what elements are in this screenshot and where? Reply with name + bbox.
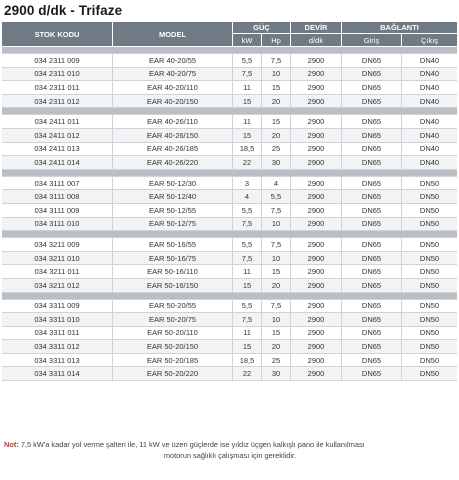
footnote-line-1: 7,5 kW'a kadar yol verme şalteri ile, 11 kW ve üzeri güçlerde ise yıldız üçgen kalkışlı pano ile kullanılması xyxy=(18,440,365,449)
table-row xyxy=(2,129,457,143)
table-row xyxy=(2,218,457,232)
table-row xyxy=(2,81,457,95)
hp-cell: 30 xyxy=(262,367,291,381)
table-row xyxy=(2,340,457,354)
stock-code-cell: 034 3211 011 xyxy=(2,265,113,279)
hp-cell: 25 xyxy=(262,354,291,368)
stock-code-cell: 034 3211 010 xyxy=(2,252,113,266)
stock-code-cell: 034 3111 009 xyxy=(2,204,113,218)
footnote-label: Not: xyxy=(4,440,19,449)
model-cell: EAR 40-26/220 xyxy=(113,156,233,170)
header-connection: BAĞLANTI xyxy=(342,22,457,34)
stock-code-cell: 034 3111 010 xyxy=(2,218,113,232)
rpm-cell: 2900 xyxy=(291,313,342,327)
hp-cell: 7,5 xyxy=(262,54,291,68)
model-cell: EAR 40-20/150 xyxy=(113,95,233,109)
hp-cell: 7,5 xyxy=(262,300,291,314)
hp-cell: 20 xyxy=(262,340,291,354)
group-separator-cell xyxy=(2,170,457,177)
outlet-cell: DN50 xyxy=(402,340,457,354)
model-cell: EAR 40-26/150 xyxy=(113,129,233,143)
inlet-cell: DN65 xyxy=(342,252,402,266)
hp-cell: 7,5 xyxy=(262,238,291,252)
header-kw: kW xyxy=(233,34,262,47)
table-row xyxy=(2,265,457,279)
stock-code-cell: 034 3311 012 xyxy=(2,340,113,354)
group-separator xyxy=(2,108,457,115)
rpm-cell: 2900 xyxy=(291,68,342,82)
table-row xyxy=(2,95,457,109)
rpm-cell: 2900 xyxy=(291,367,342,381)
inlet-cell: DN65 xyxy=(342,204,402,218)
group-separator-cell xyxy=(2,293,457,300)
table-row xyxy=(2,238,457,252)
model-cell: EAR 50-20/75 xyxy=(113,313,233,327)
footnote xyxy=(4,440,456,461)
stock-code-cell: 034 2311 010 xyxy=(2,68,113,82)
hp-cell: 15 xyxy=(262,327,291,341)
table-row xyxy=(2,177,457,191)
table-row xyxy=(2,68,457,82)
kw-cell: 15 xyxy=(233,340,262,354)
stock-code-cell: 034 2411 011 xyxy=(2,115,113,129)
rpm-cell: 2900 xyxy=(291,81,342,95)
inlet-cell: DN65 xyxy=(342,68,402,82)
kw-cell: 18,5 xyxy=(233,354,262,368)
outlet-cell: DN50 xyxy=(402,354,457,368)
page-title: 2900 d/dk - Trifaze xyxy=(4,3,123,18)
inlet-cell: DN65 xyxy=(342,279,402,293)
spec-table-body xyxy=(2,47,457,381)
rpm-cell: 2900 xyxy=(291,279,342,293)
hp-cell: 10 xyxy=(262,252,291,266)
header-model: MODEL xyxy=(113,22,233,47)
rpm-cell: 2900 xyxy=(291,252,342,266)
inlet-cell: DN65 xyxy=(342,115,402,129)
rpm-cell: 2900 xyxy=(291,177,342,191)
table-row xyxy=(2,327,457,341)
table-row xyxy=(2,367,457,381)
kw-cell: 7,5 xyxy=(233,313,262,327)
inlet-cell: DN65 xyxy=(342,95,402,109)
outlet-cell: DN50 xyxy=(402,327,457,341)
inlet-cell: DN65 xyxy=(342,327,402,341)
table-row xyxy=(2,204,457,218)
stock-code-cell: 034 3311 009 xyxy=(2,300,113,314)
rpm-cell: 2900 xyxy=(291,327,342,341)
kw-cell: 5,5 xyxy=(233,204,262,218)
rpm-cell: 2900 xyxy=(291,190,342,204)
hp-cell: 20 xyxy=(262,279,291,293)
kw-cell: 7,5 xyxy=(233,218,262,232)
kw-cell: 5,5 xyxy=(233,300,262,314)
hp-cell: 20 xyxy=(262,95,291,109)
inlet-cell: DN65 xyxy=(342,129,402,143)
rpm-cell: 2900 xyxy=(291,238,342,252)
outlet-cell: DN50 xyxy=(402,300,457,314)
header-outlet: Çıkış xyxy=(402,34,457,47)
outlet-cell: DN40 xyxy=(402,156,457,170)
kw-cell: 5,5 xyxy=(233,54,262,68)
model-cell: EAR 50-12/40 xyxy=(113,190,233,204)
outlet-cell: DN50 xyxy=(402,190,457,204)
inlet-cell: DN65 xyxy=(342,354,402,368)
header-speed: DEVİR xyxy=(291,22,342,34)
rpm-cell: 2900 xyxy=(291,115,342,129)
rpm-cell: 2900 xyxy=(291,129,342,143)
model-cell: EAR 50-20/185 xyxy=(113,354,233,368)
stock-code-cell: 034 3311 013 xyxy=(2,354,113,368)
group-separator xyxy=(2,47,457,54)
kw-cell: 11 xyxy=(233,265,262,279)
stock-code-cell: 034 3311 010 xyxy=(2,313,113,327)
outlet-cell: DN50 xyxy=(402,279,457,293)
kw-cell: 5,5 xyxy=(233,238,262,252)
stock-code-cell: 034 3111 007 xyxy=(2,177,113,191)
table-row xyxy=(2,54,457,68)
outlet-cell: DN50 xyxy=(402,265,457,279)
kw-cell: 22 xyxy=(233,367,262,381)
spec-table xyxy=(2,22,457,381)
hp-cell: 15 xyxy=(262,81,291,95)
kw-cell: 15 xyxy=(233,95,262,109)
stock-code-cell: 034 3211 012 xyxy=(2,279,113,293)
model-cell: EAR 40-26/185 xyxy=(113,143,233,157)
outlet-cell: DN40 xyxy=(402,129,457,143)
table-row xyxy=(2,279,457,293)
inlet-cell: DN65 xyxy=(342,190,402,204)
table-row xyxy=(2,156,457,170)
kw-cell: 22 xyxy=(233,156,262,170)
hp-cell: 25 xyxy=(262,143,291,157)
hp-cell: 5,5 xyxy=(262,190,291,204)
hp-cell: 4 xyxy=(262,177,291,191)
model-cell: EAR 40-26/110 xyxy=(113,115,233,129)
kw-cell: 15 xyxy=(233,129,262,143)
stock-code-cell: 034 3211 009 xyxy=(2,238,113,252)
stock-code-cell: 034 3311 014 xyxy=(2,367,113,381)
inlet-cell: DN65 xyxy=(342,340,402,354)
inlet-cell: DN65 xyxy=(342,218,402,232)
stock-code-cell: 034 2311 012 xyxy=(2,95,113,109)
outlet-cell: DN50 xyxy=(402,313,457,327)
kw-cell: 11 xyxy=(233,327,262,341)
kw-cell: 11 xyxy=(233,115,262,129)
header-rpm-unit: d/dk xyxy=(291,34,342,47)
inlet-cell: DN65 xyxy=(342,143,402,157)
model-cell: EAR 50-12/75 xyxy=(113,218,233,232)
header-power: GÜÇ xyxy=(233,22,291,34)
outlet-cell: DN40 xyxy=(402,95,457,109)
rpm-cell: 2900 xyxy=(291,340,342,354)
stock-code-cell: 034 3111 008 xyxy=(2,190,113,204)
stock-code-cell: 034 2311 011 xyxy=(2,81,113,95)
kw-cell: 7,5 xyxy=(233,252,262,266)
outlet-cell: DN50 xyxy=(402,238,457,252)
inlet-cell: DN65 xyxy=(342,156,402,170)
rpm-cell: 2900 xyxy=(291,204,342,218)
table-row xyxy=(2,190,457,204)
model-cell: EAR 40-20/110 xyxy=(113,81,233,95)
rpm-cell: 2900 xyxy=(291,300,342,314)
group-separator xyxy=(2,231,457,238)
model-cell: EAR 50-12/30 xyxy=(113,177,233,191)
outlet-cell: DN50 xyxy=(402,218,457,232)
outlet-cell: DN40 xyxy=(402,143,457,157)
inlet-cell: DN65 xyxy=(342,81,402,95)
kw-cell: 4 xyxy=(233,190,262,204)
inlet-cell: DN65 xyxy=(342,177,402,191)
header-inlet: Giriş xyxy=(342,34,402,47)
header-hp: Hp xyxy=(262,34,291,47)
outlet-cell: DN40 xyxy=(402,54,457,68)
model-cell: EAR 50-16/150 xyxy=(113,279,233,293)
header-stock-code: STOK KODU xyxy=(2,22,113,47)
hp-cell: 10 xyxy=(262,218,291,232)
model-cell: EAR 50-20/55 xyxy=(113,300,233,314)
hp-cell: 15 xyxy=(262,265,291,279)
kw-cell: 3 xyxy=(233,177,262,191)
table-row xyxy=(2,354,457,368)
group-separator-cell xyxy=(2,108,457,115)
inlet-cell: DN65 xyxy=(342,300,402,314)
group-separator xyxy=(2,293,457,300)
stock-code-cell: 034 2411 013 xyxy=(2,143,113,157)
model-cell: EAR 50-16/55 xyxy=(113,238,233,252)
hp-cell: 7,5 xyxy=(262,204,291,218)
stock-code-cell: 034 2311 009 xyxy=(2,54,113,68)
hp-cell: 20 xyxy=(262,129,291,143)
rpm-cell: 2900 xyxy=(291,218,342,232)
inlet-cell: DN65 xyxy=(342,313,402,327)
inlet-cell: DN65 xyxy=(342,54,402,68)
rpm-cell: 2900 xyxy=(291,54,342,68)
outlet-cell: DN50 xyxy=(402,177,457,191)
outlet-cell: DN50 xyxy=(402,204,457,218)
outlet-cell: DN50 xyxy=(402,367,457,381)
outlet-cell: DN50 xyxy=(402,252,457,266)
inlet-cell: DN65 xyxy=(342,238,402,252)
inlet-cell: DN65 xyxy=(342,367,402,381)
model-cell: EAR 40-20/55 xyxy=(113,54,233,68)
kw-cell: 7,5 xyxy=(233,68,262,82)
model-cell: EAR 50-20/220 xyxy=(113,367,233,381)
hp-cell: 10 xyxy=(262,313,291,327)
stock-code-cell: 034 2411 014 xyxy=(2,156,113,170)
model-cell: EAR 50-16/75 xyxy=(113,252,233,266)
hp-cell: 15 xyxy=(262,115,291,129)
model-cell: EAR 50-16/110 xyxy=(113,265,233,279)
group-separator xyxy=(2,170,457,177)
table-row xyxy=(2,300,457,314)
hp-cell: 30 xyxy=(262,156,291,170)
outlet-cell: DN40 xyxy=(402,81,457,95)
table-row xyxy=(2,143,457,157)
kw-cell: 18,5 xyxy=(233,143,262,157)
kw-cell: 15 xyxy=(233,279,262,293)
rpm-cell: 2900 xyxy=(291,354,342,368)
hp-cell: 10 xyxy=(262,68,291,82)
stock-code-cell: 034 2411 012 xyxy=(2,129,113,143)
stock-code-cell: 034 3311 011 xyxy=(2,327,113,341)
rpm-cell: 2900 xyxy=(291,265,342,279)
inlet-cell: DN65 xyxy=(342,265,402,279)
kw-cell: 11 xyxy=(233,81,262,95)
model-cell: EAR 40-20/75 xyxy=(113,68,233,82)
outlet-cell: DN40 xyxy=(402,68,457,82)
group-separator-cell xyxy=(2,231,457,238)
model-cell: EAR 50-20/110 xyxy=(113,327,233,341)
footnote-line-2: motorun sağlıklı çalışması için gereklidir. xyxy=(163,450,297,460)
table-row xyxy=(2,252,457,266)
group-separator-cell xyxy=(2,47,457,54)
model-cell: EAR 50-12/55 xyxy=(113,204,233,218)
table-row xyxy=(2,115,457,129)
table-row xyxy=(2,313,457,327)
rpm-cell: 2900 xyxy=(291,156,342,170)
rpm-cell: 2900 xyxy=(291,95,342,109)
model-cell: EAR 50-20/150 xyxy=(113,340,233,354)
outlet-cell: DN40 xyxy=(402,115,457,129)
rpm-cell: 2900 xyxy=(291,143,342,157)
